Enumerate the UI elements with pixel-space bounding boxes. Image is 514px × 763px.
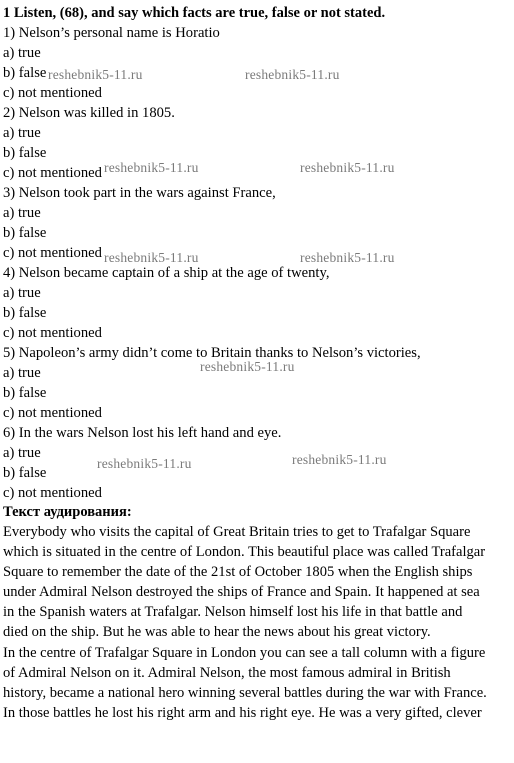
answer-option: a) true	[3, 445, 41, 461]
answer-option: a) true	[3, 285, 41, 301]
transcript-line: in the Spanish waters at Trafalgar. Nelson himself lost his life in that battle and	[3, 604, 463, 621]
transcript-text	[3, 522, 511, 723]
answer-option: c) not mentioned	[3, 245, 102, 261]
watermark: reshebnik5-11.ru	[104, 250, 199, 265]
watermark: reshebnik5-11.ru	[292, 452, 387, 467]
answer-option: b) false	[3, 65, 47, 81]
answer-option: a) true	[3, 365, 41, 381]
transcript-heading: Текст аудирования:	[3, 504, 132, 520]
watermark: reshebnik5-11.ru	[245, 67, 340, 82]
answer-option: b) false	[3, 465, 47, 481]
watermark: reshebnik5-11.ru	[97, 456, 192, 471]
answer-option: c) not mentioned	[3, 485, 102, 501]
transcript-line: which is situated in the centre of London. This beautiful place was called Trafalgar	[3, 544, 486, 561]
transcript-line: In the centre of Trafalgar Square in London you can see a tall column with a figure	[3, 644, 486, 661]
question-text: 2) Nelson was killed in 1805.	[3, 105, 175, 121]
transcript-line: died on the ship. But he was able to hear the news about his great victory.	[3, 624, 431, 641]
answer-option: b) false	[3, 145, 47, 161]
watermark: reshebnik5-11.ru	[104, 160, 199, 175]
question-text: 4) Nelson became captain of a ship at the age of twenty,	[3, 265, 330, 281]
question-text: 6) In the wars Nelson lost his left hand and eye.	[3, 425, 282, 441]
watermark: reshebnik5-11.ru	[300, 250, 395, 265]
answer-option: c) not mentioned	[3, 85, 102, 101]
watermark: reshebnik5-11.ru	[200, 359, 295, 374]
transcript-line: In those battles he lost his right arm and his right eye. He was a very gifted, clever	[3, 704, 482, 721]
task-title: 1 Listen, (68), and say which facts are true, false or not stated.	[3, 5, 386, 21]
answer-option: b) false	[3, 225, 47, 241]
question-text: 1) Nelson’s personal name is Horatio	[3, 25, 220, 41]
watermark: reshebnik5-11.ru	[300, 160, 395, 175]
transcript-line: history, became a national hero winning several battles during the war with France.	[3, 684, 487, 701]
answer-option: b) false	[3, 385, 47, 401]
question-text: 5) Napoleon’s army didn’t come to Britain thanks to Nelson’s victories,	[3, 345, 421, 361]
transcript-line: under Admiral Nelson destroyed the ships of France and Spain. It happened at sea	[3, 584, 480, 601]
question-list	[3, 23, 511, 503]
answer-option: c) not mentioned	[3, 165, 102, 181]
answer-option: a) true	[3, 125, 41, 141]
question-text: 3) Nelson took part in the wars against France,	[3, 185, 276, 201]
answer-option: a) true	[3, 205, 41, 221]
answer-option: a) true	[3, 45, 41, 61]
answer-option: c) not mentioned	[3, 405, 102, 421]
answer-option: b) false	[3, 305, 47, 321]
transcript-line: Everybody who visits the capital of Great Britain tries to get to Trafalgar Square	[3, 524, 471, 540]
transcript-line: Square to remember the date of the 21st of October 1805 when the English ships	[3, 564, 473, 581]
transcript-line: of Admiral Nelson on it. Admiral Nelson, the most famous admiral in British	[3, 664, 451, 681]
answer-option: c) not mentioned	[3, 325, 102, 341]
watermark: reshebnik5-11.ru	[48, 67, 143, 82]
